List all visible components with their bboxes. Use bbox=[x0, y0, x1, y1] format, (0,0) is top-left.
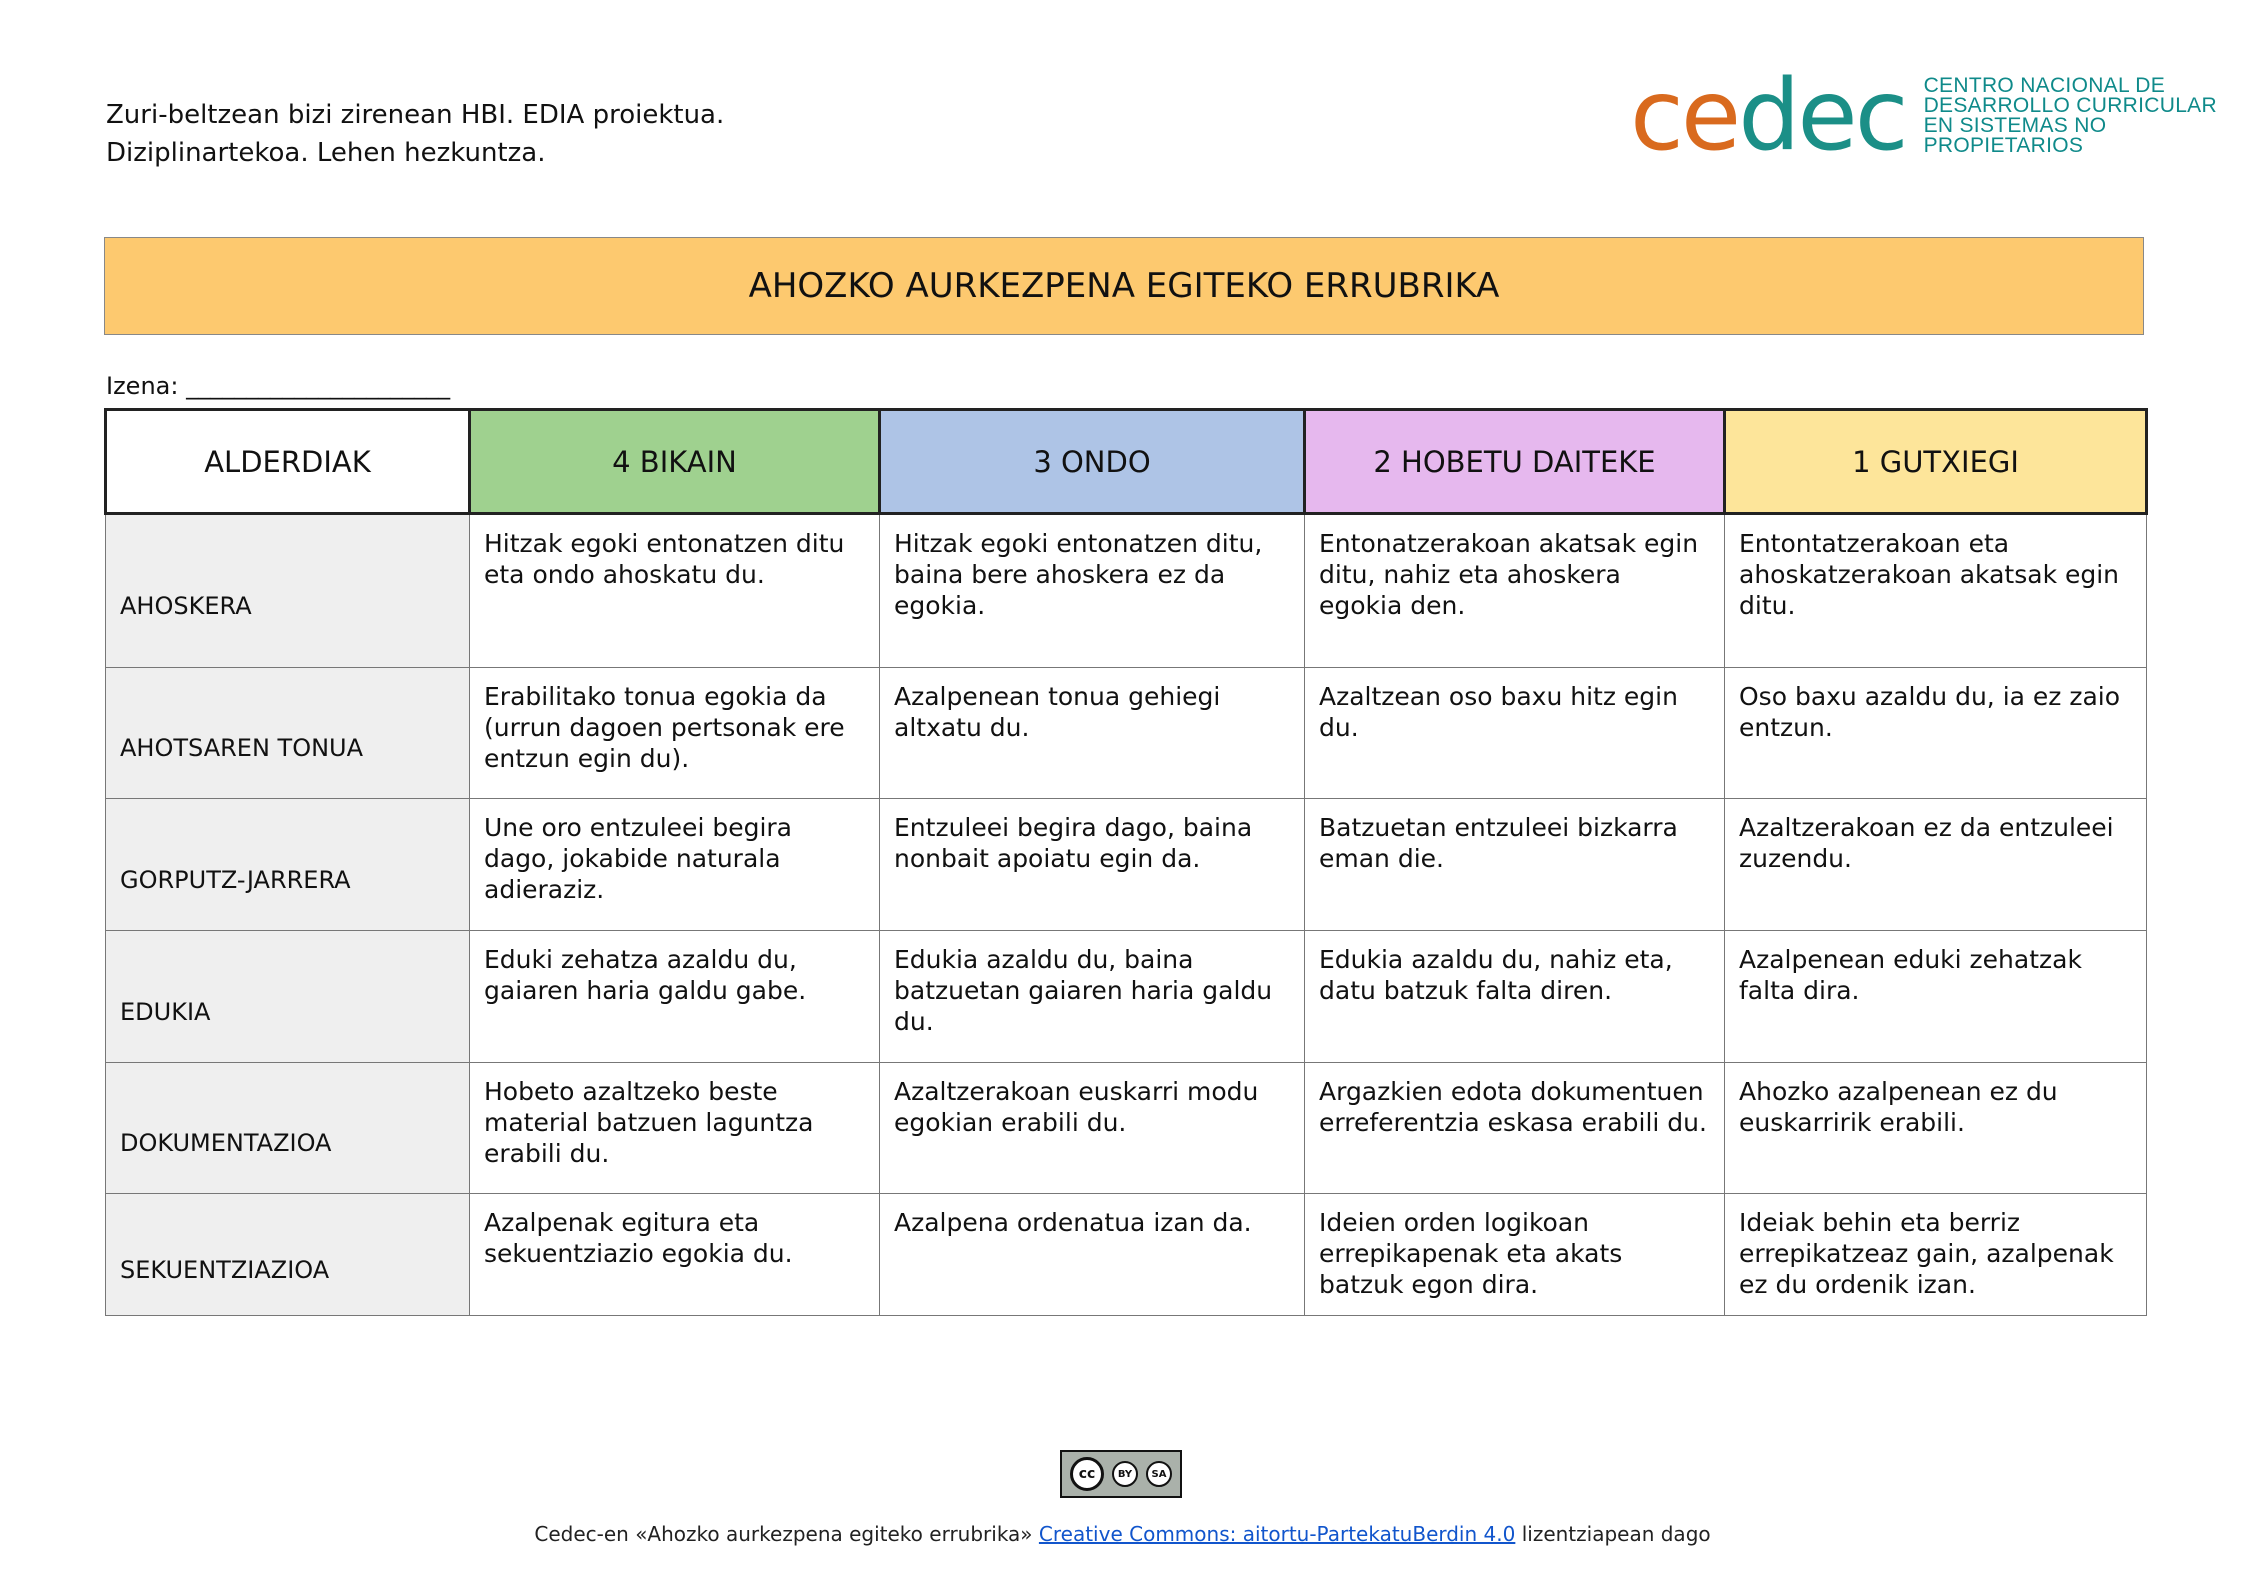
criteria-cell: Edukia azaldu du, baina batzuetan gaiaren haria galdu du. bbox=[880, 931, 1305, 1063]
logo-caption-line: CENTRO NACIONAL DE bbox=[1923, 74, 2166, 97]
column-header: ALDERDIAK bbox=[106, 410, 470, 514]
logo-letter: e bbox=[1797, 59, 1855, 173]
aspect-cell: AHOSKERA bbox=[106, 514, 470, 668]
criteria-cell: Entzuleei begira dago, baina nonbait apoiatu egin da. bbox=[880, 799, 1305, 931]
criteria-cell: Entonatzerakoan akatsak egin ditu, nahiz eta ahoskera egokia den. bbox=[1305, 514, 1725, 668]
aspect-cell: GORPUTZ-JARRERA bbox=[106, 799, 470, 931]
header-line-1: Zuri-beltzean bizi zirenean HBI. EDIA proiektua. bbox=[106, 100, 725, 130]
table-row bbox=[106, 931, 2147, 1063]
logo-letter: c bbox=[1630, 59, 1681, 173]
logo-caption-line: EN SISTEMAS NO PROPIETARIOS bbox=[1923, 114, 2107, 157]
criteria-cell: Hitzak egoki entonatzen ditu, baina bere ahoskera ez da egokia. bbox=[880, 514, 1305, 668]
name-field: Izena: ______________________ bbox=[106, 372, 451, 400]
criteria-cell: Oso baxu azaldu du, ia ez zaio entzun. bbox=[1725, 668, 2147, 799]
aspect-cell: AHOTSAREN TONUA bbox=[106, 668, 470, 799]
column-header: 4 BIKAIN bbox=[470, 410, 880, 514]
cedec-logo bbox=[1630, 59, 2245, 173]
criteria-cell: Edukia azaldu du, nahiz eta, datu batzuk falta diren. bbox=[1305, 931, 1725, 1063]
table-header-row bbox=[106, 410, 2147, 514]
logo-caption bbox=[1924, 76, 2245, 156]
table-row bbox=[106, 514, 2147, 668]
column-header: 2 HOBETU DAITEKE bbox=[1305, 410, 1725, 514]
by-icon: BY bbox=[1112, 1461, 1138, 1487]
criteria-cell: Entontatzerakoan eta ahoskatzerakoan akatsak egin ditu. bbox=[1725, 514, 2147, 668]
criteria-cell: Azaltzean oso baxu hitz egin du. bbox=[1305, 668, 1725, 799]
criteria-cell: Hitzak egoki entonatzen ditu eta ondo ahoskatu du. bbox=[470, 514, 880, 668]
document-header bbox=[106, 96, 724, 172]
criteria-cell: Azalpenean eduki zehatzak falta dira. bbox=[1725, 931, 2147, 1063]
license-footer bbox=[0, 1522, 2245, 1546]
criteria-cell: Azalpenean tonua gehiegi altxatu du. bbox=[880, 668, 1305, 799]
header-line-2: Diziplinartekoa. Lehen hezkuntza. bbox=[106, 138, 546, 168]
license-link[interactable]: Creative Commons: aitortu-PartekatuBerdin 4.0 bbox=[1038, 1522, 1516, 1546]
rubric-table bbox=[104, 408, 2148, 1316]
table-row bbox=[106, 1063, 2147, 1194]
column-header: 1 GUTXIEGI bbox=[1725, 410, 2147, 514]
license-suffix: lizentziapean dago bbox=[1521, 1522, 1711, 1546]
criteria-cell: Azalpenak egitura eta sekuentziazio egokia du. bbox=[470, 1194, 880, 1316]
cc-icon: cc bbox=[1070, 1457, 1104, 1491]
aspect-cell: SEKUENTZIAZIOA bbox=[106, 1194, 470, 1316]
cc-by-sa-badge[interactable] bbox=[1060, 1450, 1182, 1498]
logo-wordmark bbox=[1630, 59, 1906, 173]
criteria-cell: Ideiak behin eta berriz errepikatzeaz gain, azalpenak ez du ordenik izan. bbox=[1725, 1194, 2147, 1316]
aspect-cell: DOKUMENTAZIOA bbox=[106, 1063, 470, 1194]
criteria-cell: Ideien orden logikoan errepikapenak eta akats batzuk egon dira. bbox=[1305, 1194, 1725, 1316]
criteria-cell: Batzuetan entzuleei bizkarra eman die. bbox=[1305, 799, 1725, 931]
criteria-cell: Azaltzerakoan ez da entzuleei zuzendu. bbox=[1725, 799, 2147, 931]
criteria-cell: Azalpena ordenatua izan da. bbox=[880, 1194, 1305, 1316]
rubric-title: AHOZKO AURKEZPENA EGITEKO ERRUBRIKA bbox=[104, 237, 2144, 335]
criteria-cell: Une oro entzuleei begira dago, jokabide naturala adieraziz. bbox=[470, 799, 880, 931]
aspect-cell: EDUKIA bbox=[106, 931, 470, 1063]
criteria-cell: Erabilitako tonua egokia da (urrun dagoen pertsonak ere entzun egin du). bbox=[470, 668, 880, 799]
criteria-cell: Argazkien edota dokumentuen erreferentzia eskasa erabili du. bbox=[1305, 1063, 1725, 1194]
logo-letter: c bbox=[1854, 59, 1906, 173]
column-header: 3 ONDO bbox=[880, 410, 1305, 514]
criteria-cell: Eduki zehatza azaldu du, gaiaren haria galdu gabe. bbox=[470, 931, 880, 1063]
table-row bbox=[106, 668, 2147, 799]
logo-letter: d bbox=[1738, 59, 1798, 173]
license-prefix: Cedec-en «Ahozko aurkezpena egiteko errubrika» bbox=[534, 1522, 1033, 1546]
sa-icon: SA bbox=[1146, 1461, 1172, 1487]
logo-caption-line: DESARROLLO CURRICULAR bbox=[1923, 94, 2217, 117]
table-row bbox=[106, 799, 2147, 931]
criteria-cell: Ahozko azalpenean ez du euskarririk erabili. bbox=[1725, 1063, 2147, 1194]
criteria-cell: Azaltzerakoan euskarri modu egokian erabili du. bbox=[880, 1063, 1305, 1194]
criteria-cell: Hobeto azaltzeko beste material batzuen laguntza erabili du. bbox=[470, 1063, 880, 1194]
logo-letter: e bbox=[1680, 59, 1739, 173]
table-row bbox=[106, 1194, 2147, 1316]
